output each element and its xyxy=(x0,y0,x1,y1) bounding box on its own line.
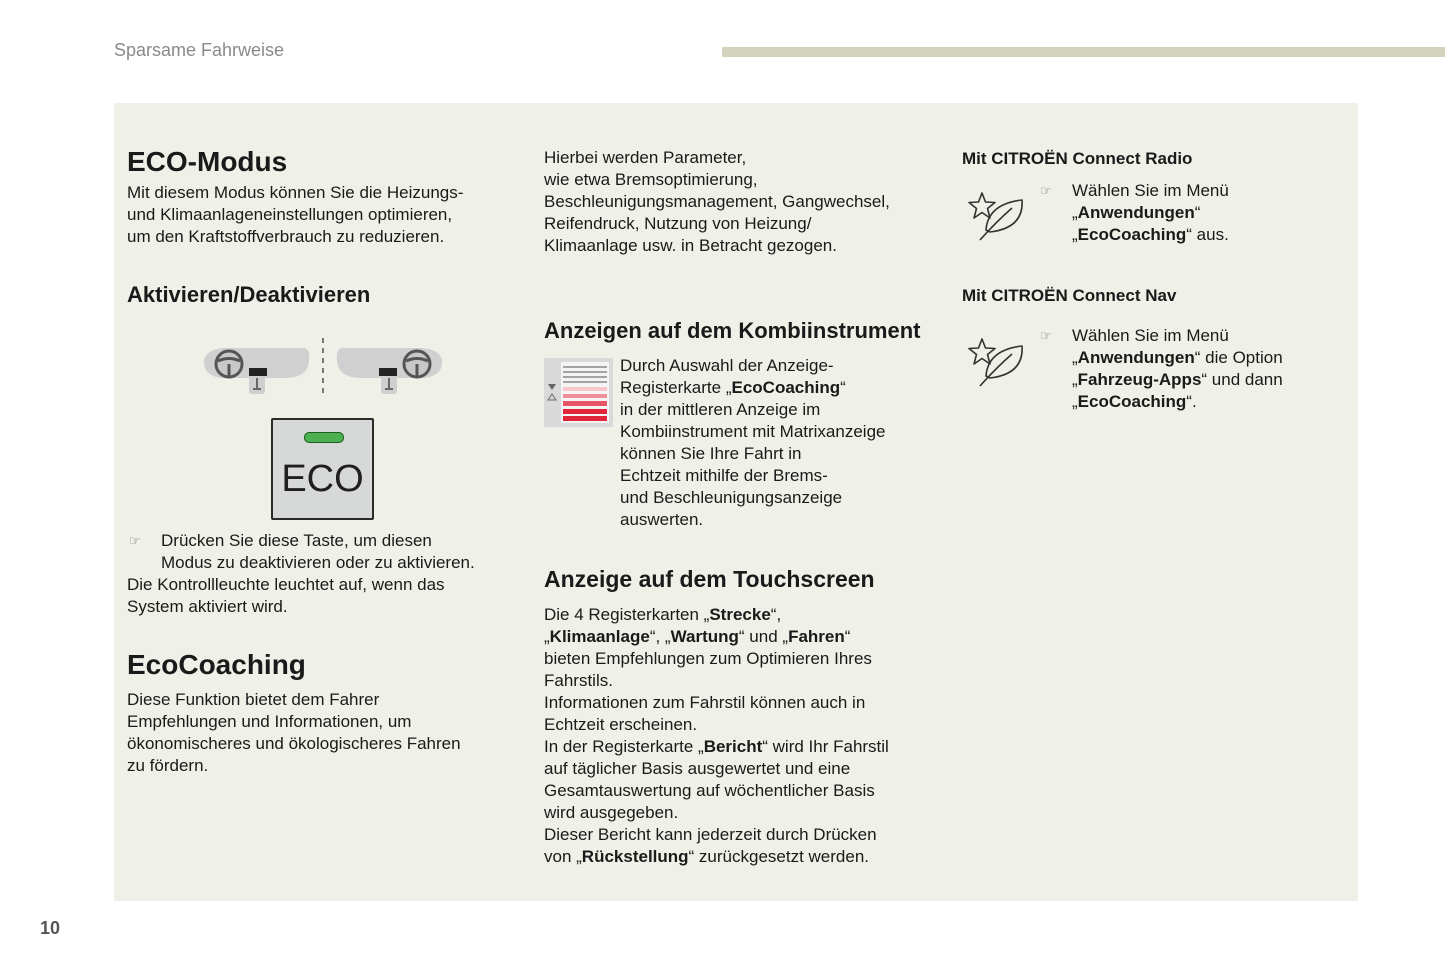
ecocoaching-title: EcoCoaching xyxy=(127,649,306,680)
eco-button[interactable] xyxy=(271,418,374,520)
eco-mode-title: ECO-Modus xyxy=(127,146,288,177)
activate-title: Aktivieren/Deaktivieren xyxy=(127,282,371,307)
connect-nav-title: Mit CITROËN Connect Nav xyxy=(962,286,1177,305)
hand-pointer-icon: ☞ xyxy=(1040,183,1052,198)
page-number: 10 xyxy=(40,918,61,938)
parameters-text: Hierbei werden Parameter, wie etwa Bremsoptimierung, Beschleunigungsmanagement, Gangwechsel, Reifendruck, Nutzung von Heizung/ Klimaanlage usw. in Betracht gezogen. xyxy=(544,148,890,255)
connect-nav-text: Wählen Sie im Menü „Anwendungen“ die Option „Fahrzeug-Apps“ und dann „EcoCoaching“. xyxy=(1072,326,1283,411)
steering-wheel-icon xyxy=(337,348,442,394)
activate-note: Die Kontrollleuchte leuchtet auf, wenn das System aktiviert wird. xyxy=(127,575,445,616)
hand-pointer-icon: ☞ xyxy=(1040,328,1052,343)
steering-illustration xyxy=(200,336,446,398)
matrix-display-icon xyxy=(544,358,613,427)
header-title: Sparsame Fahrweise xyxy=(114,40,285,60)
touchscreen-title: Anzeige auf dem Touchscreen xyxy=(544,566,875,592)
steering-wheel-icon xyxy=(204,348,309,394)
eco-button-label: ECO xyxy=(281,458,364,500)
ecocoaching-text: Diese Funktion bietet dem Fahrer Empfehlungen und Informationen, um ökonomischeres und ökologischeres Fahren zu fördern. xyxy=(127,690,461,775)
leaf-star-icon xyxy=(966,336,1028,388)
connect-radio-title: Mit CITROËN Connect Radio xyxy=(962,149,1193,168)
hand-pointer-icon: ☞ xyxy=(129,533,141,548)
header-bar xyxy=(722,47,1445,57)
eco-mode-intro: Mit diesem Modus können Sie die Heizungs- und Klimaanlageneinstellungen optimieren, um den Kraftstoffverbrauch zu reduzieren. xyxy=(127,183,464,246)
activate-instruction: Drücken Sie diese Taste, um diesen Modus zu deaktivieren oder zu aktivieren. xyxy=(161,531,475,572)
connect-radio-text: Wählen Sie im Menü „Anwendungen“ „EcoCoaching“ aus. xyxy=(1072,181,1229,244)
cluster-text: Durch Auswahl der Anzeige- Registerkarte „EcoCoaching“ in der mittleren Anzeige im Kombiinstrument mit Matrixanzeige können Sie Ihre Fahrt in Echtzeit mithilfe der Brems- und Beschleunigungsanzeige auswerten. xyxy=(620,356,886,529)
eco-indicator-led xyxy=(304,432,344,443)
leaf-star-icon xyxy=(966,190,1028,242)
cluster-title: Anzeigen auf dem Kombiinstrument xyxy=(544,318,921,343)
touchscreen-text: Die 4 Registerkarten „Strecke“, „Klimaanlage“, „Wartung“ und „Fahren“ bieten Empfehlungen zum Optimieren Ihres Fahrstils. Informationen zum Fahrstil können auch in Echtzeit erscheinen. In der Registerkarte „Bericht“ wird Ihr Fahrstil auf täglicher Basis ausgewertet und eine Gesamtauswertung auf wöchentlicher Basis wird ausgegeben. Dieser Bericht kann jederzeit durch Drücken von „Rückstellung“ zurückgesetzt werden. xyxy=(544,605,889,866)
